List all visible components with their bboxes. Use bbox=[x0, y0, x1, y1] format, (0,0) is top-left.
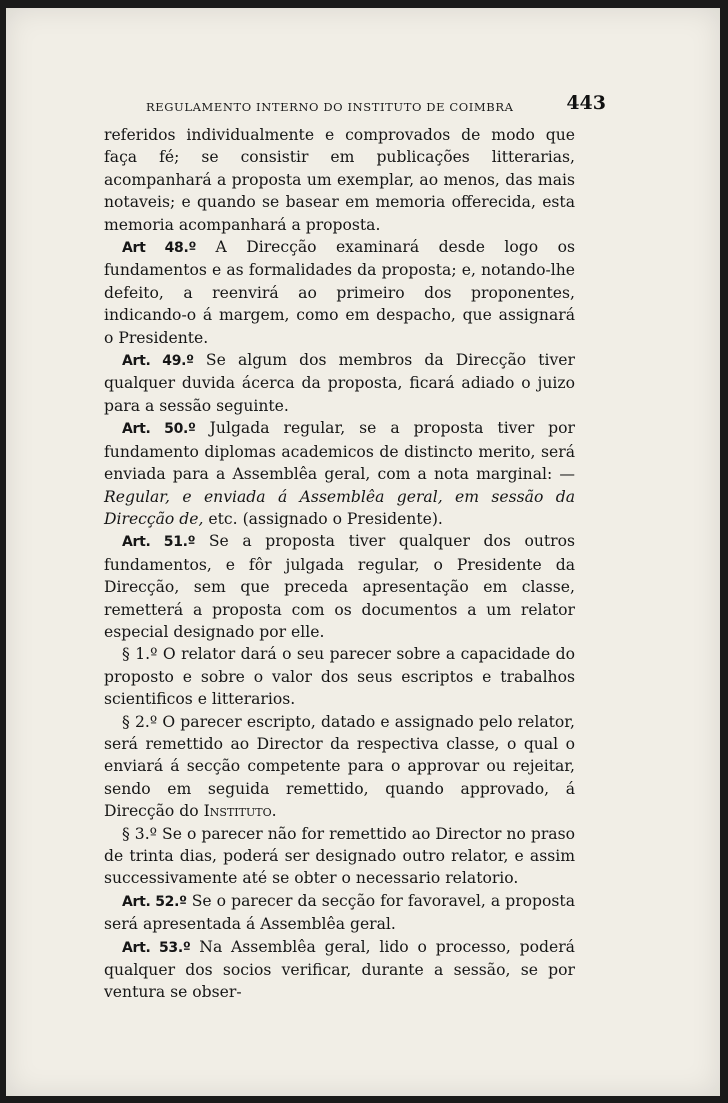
section-3-text: Se o parecer não for remettido ao Director no praso de trinta dias, poderá ser designado outro relator, e assim successivamente até se obter o necessario relatorio. bbox=[104, 824, 575, 888]
section-1-label: § 1.º bbox=[122, 645, 158, 664]
article-48-label: Art 48.º bbox=[122, 240, 197, 257]
section-1-text: O relator dará o seu parecer sobre a capacidade do proposto e sobre o valor dos seus escriptos e trabalhos scientificos e litterarios. bbox=[104, 645, 575, 709]
page-body bbox=[104, 124, 575, 1004]
article-51 bbox=[104, 530, 575, 643]
book-page bbox=[6, 8, 720, 1096]
article-49-label: Art. 49.º bbox=[122, 353, 194, 370]
article-48-text: A Direcção examinará desde logo os fundamentos e as formalidades da proposta; e, notando-lhe defeito, a reenvirá ao primeiro dos proponentes, indicando-o á margem, como em despacho, que assignará o Presidente. bbox=[104, 238, 575, 347]
section-3-label: § 3.º bbox=[122, 824, 158, 843]
article-52-label: Art. 52.º bbox=[122, 893, 187, 910]
section-3 bbox=[104, 823, 575, 890]
article-50 bbox=[104, 417, 575, 530]
paragraph-continuation: referidos individualmente e comprovados de modo que faça fé; se consistir em publicações litterarias, acompanhará a proposta um exemplar, ao menos, das mais notaveis; e quando se basear em memoria offerecida, esta memoria acompanhará a proposta. bbox=[104, 126, 575, 234]
article-49-text: Se algum dos membros da Direcção tiver qualquer duvida ácerca da proposta, ficará adiado o juizo para a sessão seguinte. bbox=[104, 351, 575, 415]
article-52-text: Se o parecer da secção for favoravel, a proposta será apresentada á Assemblêa geral. bbox=[104, 891, 575, 934]
running-header bbox=[146, 92, 606, 122]
article-51-text: Se a proposta tiver qualquer dos outros fundamentos, e fôr julgada regular, o Presidente da Direcção, sem que preceda apresentação em classe, remetterá a proposta com os documentos a um relator especial designado por elle. bbox=[104, 532, 575, 641]
section-2-label: § 2.º bbox=[122, 712, 158, 731]
page-number: 443 bbox=[566, 92, 606, 114]
section-2: § 2.º O parecer escripto, datado e assignado pelo relator, será remettido ao Director da respectiva classe, o qual o enviará á secção competente para o approvar ou rejeitar, sendo em seguida remettido, quando approvado, á Direcção do Instituto. bbox=[104, 712, 576, 821]
article-50-text: Julgada regular, se a proposta tiver por fundamento diplomas academicos de distincto merito, será enviada para a Assemblêa geral, com a nota marginal: — bbox=[104, 419, 575, 484]
section-1 bbox=[104, 643, 575, 710]
article-53-label: Art. 53.º bbox=[122, 939, 191, 956]
instituto-word: Instituto bbox=[203, 802, 272, 821]
article-50-margin-note: Regular, e enviada á Assemblêa geral, em sessão da Direcção de, bbox=[104, 487, 575, 528]
section-2-text: O parecer escripto, datado e assignado pelo relator, será remettido ao Director da respectiva classe, o qual o enviará á secção competente para o approvar ou rejeitar, sendo em seguida remettido, quando approvado, á Direcção do bbox=[104, 712, 576, 821]
article-49 bbox=[104, 349, 575, 417]
running-title: REGULAMENTO INTERNO DO INSTITUTO DE COIMBRA bbox=[146, 100, 514, 114]
article-53 bbox=[104, 936, 575, 1004]
article-50-label: Art. 50.º bbox=[122, 421, 196, 438]
article-51-label: Art. 51.º bbox=[122, 534, 196, 551]
article-52 bbox=[104, 890, 575, 936]
article-48 bbox=[104, 236, 575, 349]
article-53-text: Na Assemblêa geral, lido o processo, poderá qualquer dos socios verificar, durante a sessão, se por ventura se obser- bbox=[104, 937, 575, 1002]
article-50-text-end: etc. (assignado o Presidente). bbox=[208, 509, 443, 528]
